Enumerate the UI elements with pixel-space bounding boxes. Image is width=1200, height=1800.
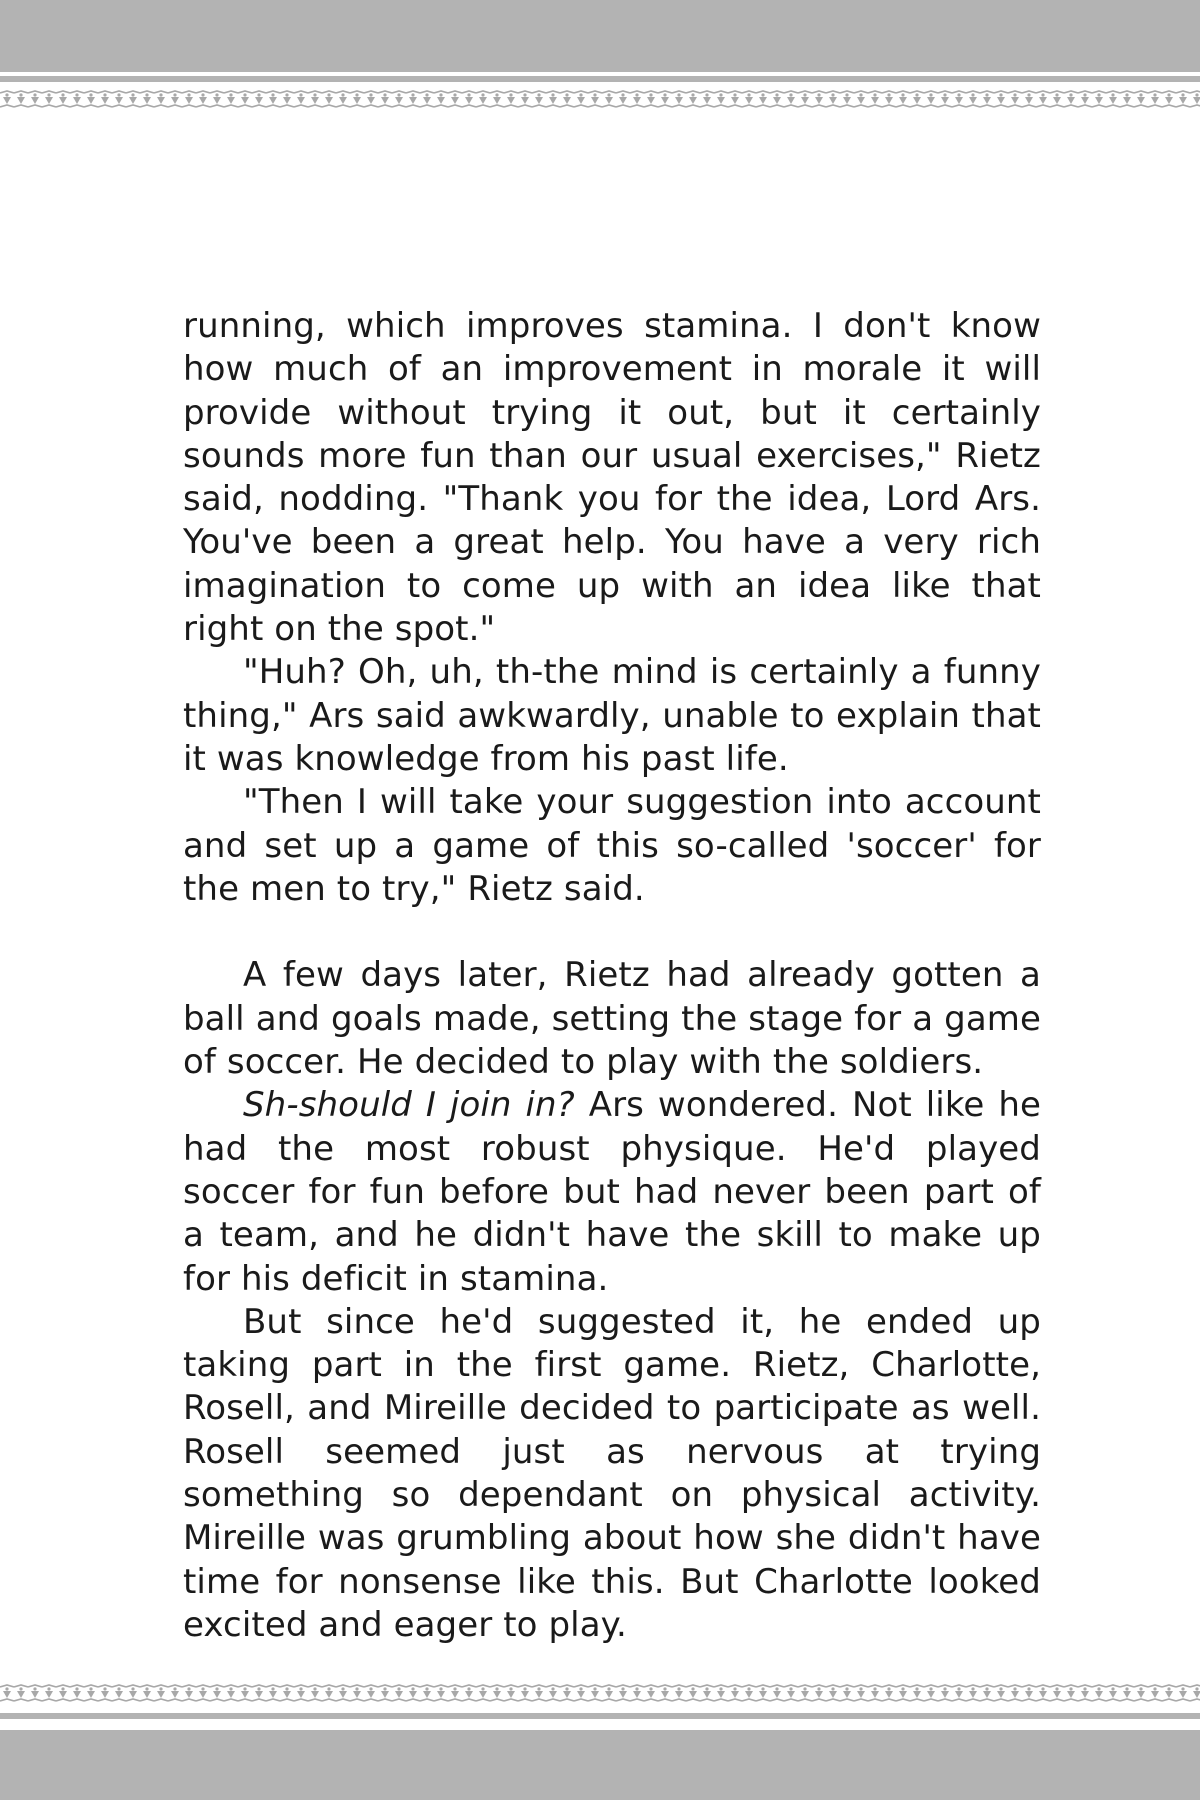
bottom-ornamental-border [0,1682,1200,1704]
paragraph [183,1084,1041,1300]
top-header-band [0,0,1200,72]
paragraph: A few days later, Rietz had already gotten a ball and goals made, setting the stage for a game of soccer. He decided to play with the soldiers. [183,955,1041,1083]
top-divider-line [0,76,1200,82]
page-body-text [183,305,1041,1647]
paragraph: running, which improves stamina. I don't know how much of an improvement in morale it will provide without trying it out, but it certainly sounds more fun than our usual exercises," Rietz said, nodding. "Thank you for the idea, Lord Ars. You've been a great help. You have a very rich imagination to come up with an idea like that right on the spot." [183,306,1041,650]
inner-thought: Sh-should I join in? [243,1085,575,1126]
top-ornamental-border [0,88,1200,110]
paragraph: "Huh? Oh, uh, th-the mind is certainly a funny thing," Ars said awkwardly, unable to explain that it was knowledge from his past life. [183,652,1041,779]
paragraph: But since he'd suggested it, he ended up taking part in the first game. Rietz, Charlotte, Rosell, and Mireille decided to participate as well. Rosell seemed just as nervous at trying something so dependant on physical activity. Mireille was grumbling about how she didn't have time for nonsense like this. But Charlotte looked excited and eager to play. [183,1301,1041,1645]
paragraph: "Then I will take your suggestion into account and set up a game of this so-called 'soccer' for the men to try," Rietz said. [183,782,1041,909]
paragraph-text: Ars wondered. Not like he had the most robust physique. He'd played soccer for fun before but had never been part of a team, and he didn't have the skill to make up for his deficit in stamina. [183,1085,1042,1299]
bottom-divider-line [0,1713,1200,1719]
bottom-footer-band [0,1730,1200,1800]
